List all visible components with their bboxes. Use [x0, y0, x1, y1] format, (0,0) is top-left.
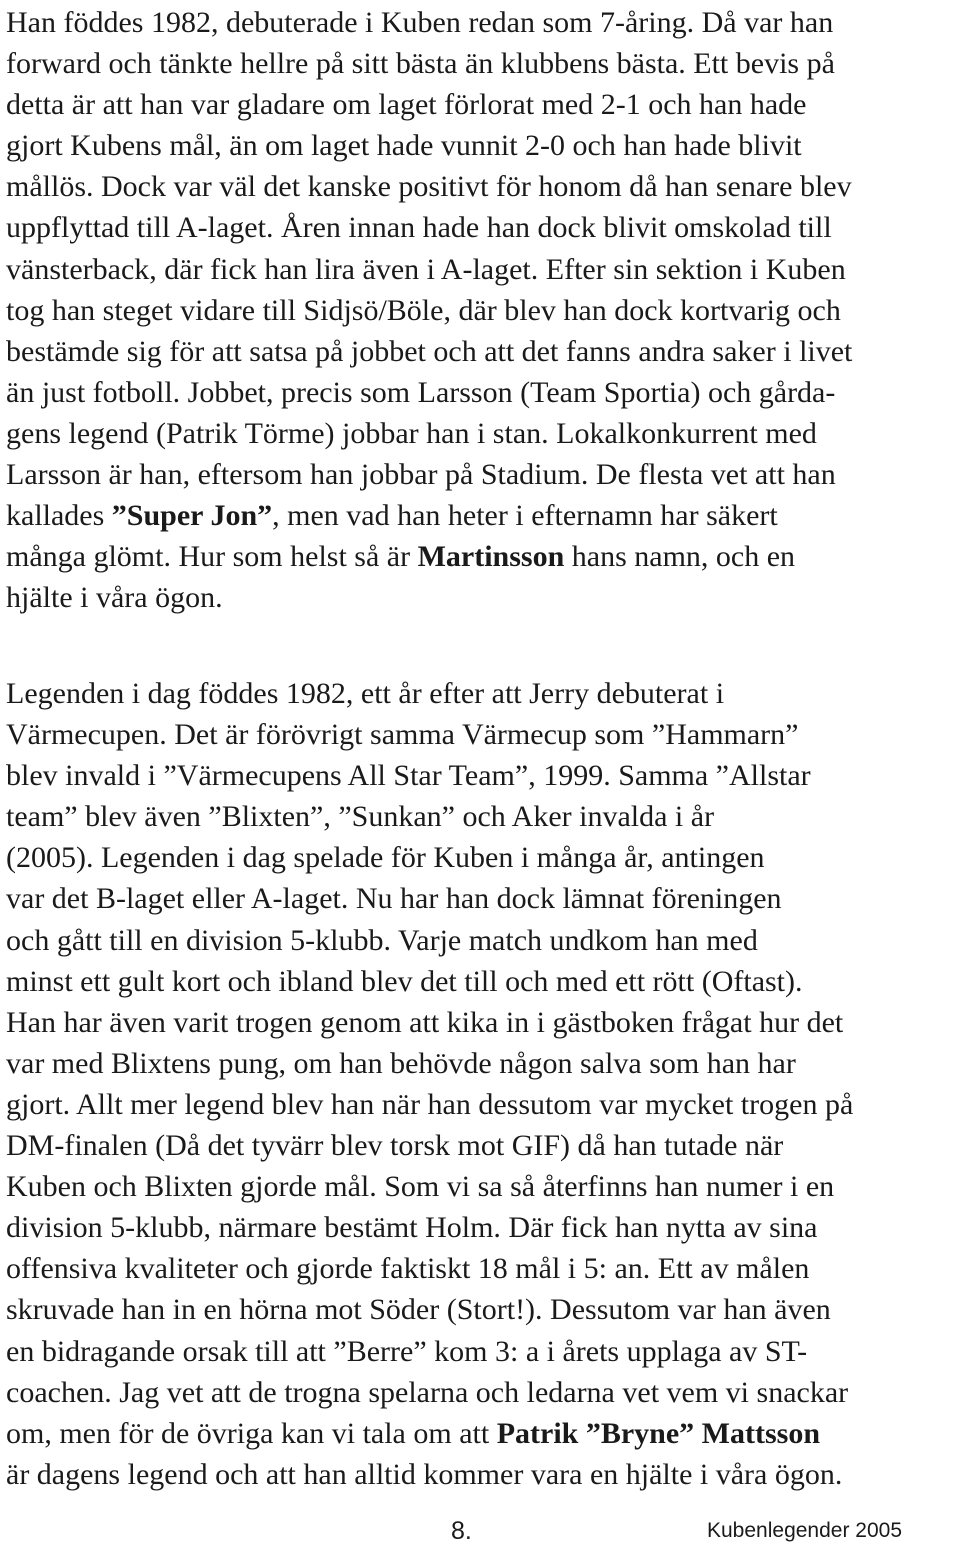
text-line — [6, 1002, 853, 1043]
text-run: bestämde sig för att satsa på jobbet och att det fanns andra saker i livet — [6, 334, 853, 368]
text-run: var det B-laget eller A-laget. Nu har han dock lämnat föreningen — [6, 882, 782, 916]
text-run: hans namn, och en — [564, 540, 796, 574]
article-paragraph-1 — [6, 2, 852, 618]
text-line — [6, 1248, 853, 1289]
text-run: många glömt. Hur som helst så är — [6, 540, 418, 574]
text-run: , men vad han heter i efternamn har säkert — [272, 499, 778, 533]
text-line — [6, 714, 853, 755]
text-line — [6, 1166, 853, 1207]
text-line — [6, 1043, 853, 1084]
text-line — [6, 249, 852, 290]
text-run: tog han steget vidare till Sidjsö/Böle, där blev han dock kortvarig och — [6, 293, 841, 327]
article-paragraph-2 — [6, 673, 853, 1495]
text-line — [6, 84, 852, 125]
text-line — [6, 920, 853, 961]
text-line — [6, 755, 853, 796]
text-run: team” blev även ”Blixten”, ”Sunkan” och Aker invalda i år — [6, 800, 715, 834]
text-run: kallades — [6, 499, 112, 533]
text-line — [6, 796, 853, 837]
text-line — [6, 331, 852, 372]
text-run: gjort Kubens mål, än om laget hade vunnit 2-0 och han hade blivit — [6, 129, 802, 163]
text-line — [6, 1289, 853, 1330]
text-line — [6, 1454, 853, 1495]
text-line — [6, 837, 853, 878]
text-run: forward och tänkte hellre på sitt bästa än klubbens bästa. Ett bevis på — [6, 47, 835, 81]
text-line — [6, 1413, 853, 1454]
text-line — [6, 536, 852, 577]
text-run: mållös. Dock var väl det kanske positivt för honom då han senare blev — [6, 170, 852, 204]
text-line — [6, 166, 852, 207]
text-run: är dagens legend och att han alltid kommer vara en hjälte i våra ögon. — [6, 1457, 843, 1491]
text-run: Larsson är han, eftersom han jobbar på Stadium. De flesta vet att han — [6, 458, 836, 492]
text-line — [6, 1207, 853, 1248]
text-line — [6, 673, 853, 714]
text-run: Legenden i dag föddes 1982, ett år efter att Jerry debuterat i — [6, 677, 725, 710]
publication-title: Kubenlegender 2005 — [707, 1519, 903, 1542]
text-line — [6, 495, 852, 536]
text-line — [6, 2, 852, 43]
text-run: Värmecupen. Det är förövrigt samma Värmecup som ”Hammarn” — [6, 718, 799, 752]
text-run: och gått till en division 5-klubb. Varje match undkom han med — [6, 923, 758, 957]
emphasized-name: Patrik ”Bryne” Mattsson — [496, 1416, 821, 1450]
page-number: 8. — [451, 1517, 472, 1545]
text-run: var med Blixtens pung, om han behövde någon salva som han har — [6, 1046, 796, 1080]
text-line — [6, 454, 852, 495]
text-line — [6, 207, 852, 248]
text-run: gens legend (Patrik Törme) jobbar han i stan. Lokalkonkurrent med — [6, 416, 817, 450]
text-run: blev invald i ”Värmecupens All Star Team”, 1999. Samma ”Allstar — [6, 759, 811, 793]
text-run: coachen. Jag vet att de trogna spelarna och ledarna vet vem vi snackar — [6, 1375, 849, 1409]
text-run: hjälte i våra ögon. — [6, 581, 223, 615]
text-run: vänsterback, där fick han lira även i A-laget. Efter sin sektion i Kuben — [6, 252, 846, 286]
text-run: Han har även varit trogen genom att kika in i gästboken frågat hur det — [6, 1005, 844, 1039]
text-run: skruvade han in en hörna mot Söder (Stort!). Dessutom var han även — [6, 1293, 831, 1327]
text-line — [6, 961, 853, 1002]
text-line — [6, 43, 852, 84]
text-run: minst ett gult kort och ibland blev det till och med ett rött (Oftast). — [6, 964, 803, 998]
text-line — [6, 1372, 853, 1413]
text-run: Kuben och Blixten gjorde mål. Som vi sa så återfinns han numer i en — [6, 1170, 835, 1204]
text-run: offensiva kvaliteter och gjorde faktiskt 18 mål i 5: an. Ett av målen — [6, 1252, 810, 1286]
emphasized-name: Martinsson — [417, 540, 565, 574]
text-run: division 5-klubb, närmare bestämt Holm. Där fick han nytta av sina — [6, 1211, 818, 1245]
text-line — [6, 290, 852, 331]
text-line — [6, 1084, 853, 1125]
text-line — [6, 125, 852, 166]
text-run: Han föddes 1982, debuterade i Kuben redan som 7-åring. Då var han — [6, 6, 834, 39]
text-run: DM-finalen (Då det tyvärr blev torsk mot GIF) då han tutade när — [6, 1129, 784, 1163]
text-run: gjort. Allt mer legend blev han när han dessutom var mycket trogen på — [6, 1087, 854, 1121]
emphasized-name: ”Super Jon” — [111, 499, 273, 533]
text-run: detta är att han var gladare om laget förlorat med 2-1 och han hade — [6, 88, 807, 122]
text-run: än just fotboll. Jobbet, precis som Larsson (Team Sportia) och gårda- — [6, 375, 836, 409]
text-line — [6, 1331, 853, 1372]
text-run: en bidragande orsak till att ”Berre” kom 3: a i årets upplaga av ST- — [6, 1334, 808, 1368]
text-run: om, men för de övriga kan vi tala om att — [6, 1416, 497, 1450]
text-run: (2005). Legenden i dag spelade för Kuben i många år, antingen — [6, 841, 765, 875]
text-line — [6, 372, 852, 413]
text-line — [6, 1125, 853, 1166]
text-line — [6, 577, 852, 618]
text-line — [6, 413, 852, 454]
text-line — [6, 878, 853, 919]
text-run: uppflyttad till A-laget. Åren innan hade han dock blivit omskolad till — [6, 211, 832, 245]
